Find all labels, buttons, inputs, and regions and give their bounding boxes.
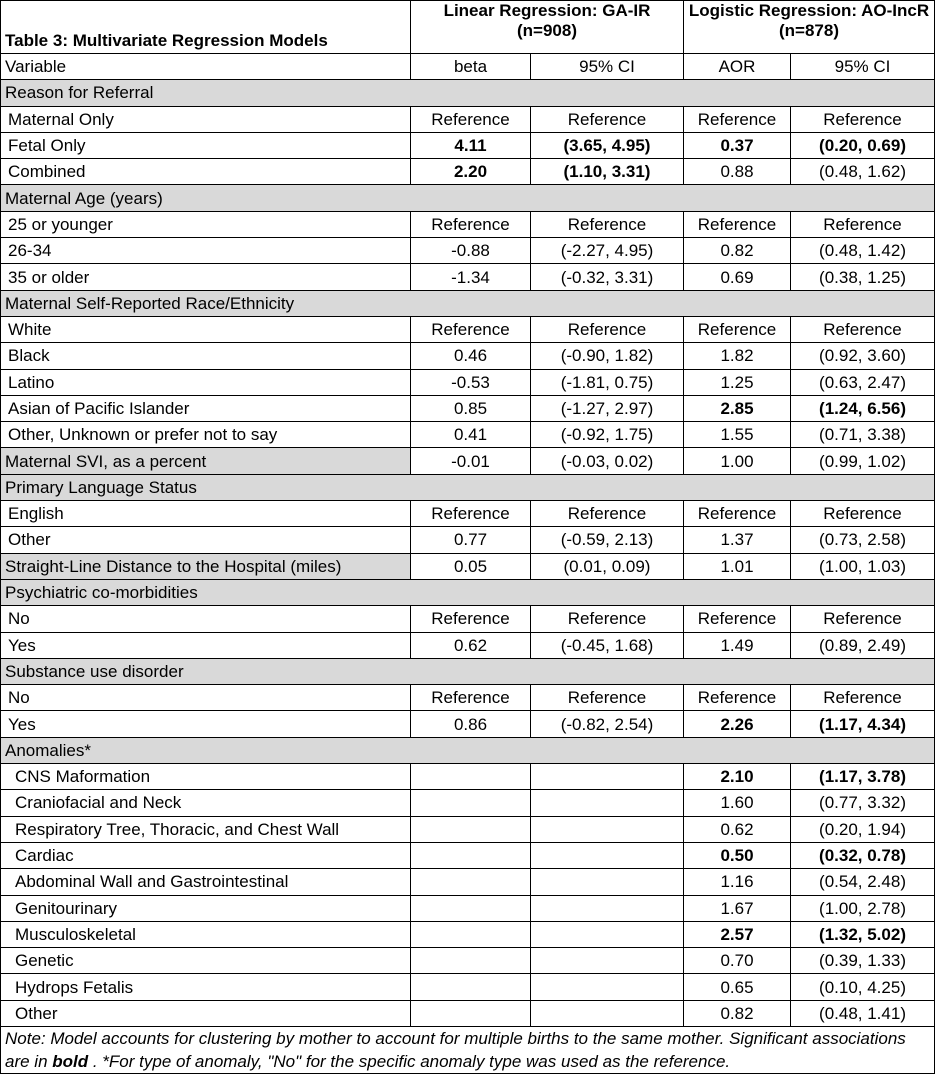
ci-logistic-cell: (0.54, 2.48) [791, 869, 935, 895]
ci-logistic-cell: (1.00, 2.78) [791, 895, 935, 921]
beta-cell: Reference [411, 606, 531, 632]
ci-linear-cell [531, 842, 684, 868]
ci-logistic-cell: (1.17, 3.78) [791, 764, 935, 790]
variable-cell: White [1, 316, 411, 342]
table-row [1, 553, 935, 579]
ci-logistic-cell: (0.73, 2.58) [791, 527, 935, 553]
ci-logistic-cell: (0.99, 1.02) [791, 448, 935, 474]
aor-cell: 0.82 [684, 238, 791, 264]
ci-logistic-cell: (0.20, 1.94) [791, 816, 935, 842]
ci-linear-cell: (-2.27, 4.95) [531, 238, 684, 264]
aor-cell: 0.37 [684, 132, 791, 158]
linear-regression-header [411, 1, 684, 54]
note-bold-word: bold [52, 1051, 89, 1071]
column-header-variable: Variable [1, 54, 411, 80]
section-label: Psychiatric co-morbidities [1, 579, 935, 605]
beta-cell: Reference [411, 685, 531, 711]
ci-logistic-cell: Reference [791, 685, 935, 711]
beta-cell [411, 816, 531, 842]
ci-linear-cell: (-0.90, 1.82) [531, 343, 684, 369]
aor-cell: 1.49 [684, 632, 791, 658]
aor-cell: 1.00 [684, 448, 791, 474]
aor-cell: 1.82 [684, 343, 791, 369]
ci-linear-cell: (-1.27, 2.97) [531, 395, 684, 421]
ci-linear-cell: (0.01, 0.09) [531, 553, 684, 579]
aor-cell: 0.65 [684, 974, 791, 1000]
note-text-end: . *For type of anomaly, "No" for the specific anomaly type was used as the reference. [88, 1051, 731, 1071]
section-label: Anomalies* [1, 737, 935, 763]
aor-cell: 0.70 [684, 948, 791, 974]
ci-logistic-cell: Reference [791, 501, 935, 527]
ci-linear-cell: Reference [531, 106, 684, 132]
ci-linear-cell: (-0.32, 3.31) [531, 264, 684, 290]
aor-cell: 2.57 [684, 921, 791, 947]
table-row [1, 316, 935, 342]
variable-cell: Maternal SVI, as a percent [1, 448, 411, 474]
table-row [1, 527, 935, 553]
variable-cell: Black [1, 343, 411, 369]
variable-cell: Straight-Line Distance to the Hospital (miles) [1, 553, 411, 579]
table-row [1, 264, 935, 290]
variable-cell: Yes [1, 711, 411, 737]
table-row [1, 606, 935, 632]
table-row [1, 895, 935, 921]
variable-cell: Combined [1, 159, 411, 185]
aor-cell: Reference [684, 606, 791, 632]
table-title: Table 3: Multivariate Regression Models [1, 1, 411, 54]
column-header-ci-linear: 95% CI [531, 54, 684, 80]
variable-cell: 25 or younger [1, 211, 411, 237]
variable-cell: Genetic [1, 948, 411, 974]
beta-cell: 0.85 [411, 395, 531, 421]
table-body [1, 80, 935, 1027]
aor-cell: 0.62 [684, 816, 791, 842]
beta-cell: 0.62 [411, 632, 531, 658]
beta-cell: 0.77 [411, 527, 531, 553]
section-label: Primary Language Status [1, 474, 935, 500]
ci-linear-cell: Reference [531, 685, 684, 711]
ci-linear-cell: (-0.03, 0.02) [531, 448, 684, 474]
beta-cell [411, 948, 531, 974]
ci-logistic-cell: (0.77, 3.32) [791, 790, 935, 816]
variable-cell: 35 or older [1, 264, 411, 290]
beta-cell [411, 869, 531, 895]
ci-logistic-cell: (0.20, 0.69) [791, 132, 935, 158]
table-row [1, 632, 935, 658]
beta-cell: Reference [411, 501, 531, 527]
section-row [1, 658, 935, 684]
ci-logistic-cell: Reference [791, 606, 935, 632]
table-row [1, 948, 935, 974]
ci-linear-cell: Reference [531, 316, 684, 342]
ci-linear-cell [531, 869, 684, 895]
aor-cell: 1.25 [684, 369, 791, 395]
ci-logistic-cell: (0.39, 1.33) [791, 948, 935, 974]
variable-cell: Other [1, 527, 411, 553]
variable-cell: 26-34 [1, 238, 411, 264]
variable-cell: CNS Maformation [1, 764, 411, 790]
variable-cell: Musculoskeletal [1, 921, 411, 947]
variable-cell: No [1, 685, 411, 711]
section-row [1, 579, 935, 605]
table-row [1, 764, 935, 790]
ci-logistic-cell: Reference [791, 211, 935, 237]
beta-cell [411, 764, 531, 790]
aor-cell: 1.16 [684, 869, 791, 895]
beta-cell [411, 974, 531, 1000]
ci-linear-cell: (-0.92, 1.75) [531, 422, 684, 448]
beta-cell [411, 790, 531, 816]
section-label: Reason for Referral [1, 80, 935, 106]
variable-cell: Other, Unknown or prefer not to say [1, 422, 411, 448]
ci-linear-cell [531, 895, 684, 921]
aor-cell: 0.88 [684, 159, 791, 185]
column-header-aor: AOR [684, 54, 791, 80]
table-row [1, 343, 935, 369]
beta-cell [411, 921, 531, 947]
ci-logistic-cell: (0.10, 4.25) [791, 974, 935, 1000]
ci-logistic-cell: (0.48, 1.62) [791, 159, 935, 185]
column-header-beta: beta [411, 54, 531, 80]
section-row [1, 290, 935, 316]
aor-cell: Reference [684, 211, 791, 237]
ci-linear-cell [531, 921, 684, 947]
beta-cell: Reference [411, 211, 531, 237]
logistic-n-label: (n=878) [779, 21, 839, 40]
ci-linear-cell: (-0.82, 2.54) [531, 711, 684, 737]
aor-cell: 1.37 [684, 527, 791, 553]
aor-cell: 0.82 [684, 1000, 791, 1026]
table-row [1, 369, 935, 395]
logistic-regression-header [684, 1, 935, 54]
ci-linear-cell: (1.10, 3.31) [531, 159, 684, 185]
variable-cell: Craniofacial and Neck [1, 790, 411, 816]
aor-cell: Reference [684, 106, 791, 132]
table-row [1, 106, 935, 132]
section-row [1, 185, 935, 211]
table-row [1, 448, 935, 474]
ci-logistic-cell: (0.63, 2.47) [791, 369, 935, 395]
beta-cell: 0.46 [411, 343, 531, 369]
table-row [1, 685, 935, 711]
beta-cell: -1.34 [411, 264, 531, 290]
note-text-start: Note: Model accounts for clustering by mother to account for multiple births to the same mother. Significant associations are in [5, 1028, 906, 1071]
beta-cell: 0.86 [411, 711, 531, 737]
variable-cell: No [1, 606, 411, 632]
ci-logistic-cell: (1.00, 1.03) [791, 553, 935, 579]
variable-cell: English [1, 501, 411, 527]
beta-cell: 0.41 [411, 422, 531, 448]
table-row [1, 1000, 935, 1026]
aor-cell: 2.10 [684, 764, 791, 790]
aor-cell: 1.01 [684, 553, 791, 579]
ci-linear-cell: (-0.45, 1.68) [531, 632, 684, 658]
ci-linear-cell [531, 1000, 684, 1026]
section-row [1, 80, 935, 106]
beta-cell [411, 895, 531, 921]
section-label: Maternal Age (years) [1, 185, 935, 211]
variable-cell: Maternal Only [1, 106, 411, 132]
beta-cell: -0.53 [411, 369, 531, 395]
aor-cell: Reference [684, 501, 791, 527]
ci-logistic-cell: (0.32, 0.78) [791, 842, 935, 868]
ci-logistic-cell: (0.48, 1.41) [791, 1000, 935, 1026]
ci-linear-cell [531, 948, 684, 974]
table-row [1, 501, 935, 527]
ci-linear-cell [531, 790, 684, 816]
ci-logistic-cell: (1.24, 6.56) [791, 395, 935, 421]
ci-logistic-cell: Reference [791, 106, 935, 132]
table-row [1, 159, 935, 185]
aor-cell: 1.67 [684, 895, 791, 921]
table-row [1, 238, 935, 264]
variable-cell: Respiratory Tree, Thoracic, and Chest Wall [1, 816, 411, 842]
ci-linear-cell [531, 974, 684, 1000]
aor-cell: 1.60 [684, 790, 791, 816]
beta-cell: Reference [411, 106, 531, 132]
ci-linear-cell: Reference [531, 211, 684, 237]
ci-logistic-cell: (0.38, 1.25) [791, 264, 935, 290]
table-row [1, 422, 935, 448]
table-row [1, 974, 935, 1000]
aor-cell: Reference [684, 316, 791, 342]
beta-cell: -0.88 [411, 238, 531, 264]
section-row [1, 737, 935, 763]
table-row [1, 395, 935, 421]
table-row [1, 869, 935, 895]
linear-header-label: Linear Regression: GA-IR [443, 1, 651, 20]
variable-cell: Other [1, 1000, 411, 1026]
linear-n-label: (n=908) [517, 21, 577, 40]
ci-linear-cell: Reference [531, 606, 684, 632]
ci-logistic-cell: (0.89, 2.49) [791, 632, 935, 658]
section-label: Maternal Self-Reported Race/Ethnicity [1, 290, 935, 316]
beta-cell: -0.01 [411, 448, 531, 474]
table-row [1, 842, 935, 868]
aor-cell: Reference [684, 685, 791, 711]
column-header-ci-logistic: 95% CI [791, 54, 935, 80]
ci-logistic-cell: (0.48, 1.42) [791, 238, 935, 264]
ci-linear-cell: (-1.81, 0.75) [531, 369, 684, 395]
beta-cell: 4.11 [411, 132, 531, 158]
logistic-header-label: Logistic Regression: AO-IncR [688, 1, 930, 20]
ci-linear-cell [531, 764, 684, 790]
beta-cell: 2.20 [411, 159, 531, 185]
aor-cell: 2.85 [684, 395, 791, 421]
ci-linear-cell [531, 816, 684, 842]
table-row [1, 211, 935, 237]
section-label: Substance use disorder [1, 658, 935, 684]
ci-linear-cell: (3.65, 4.95) [531, 132, 684, 158]
table-note [1, 1026, 935, 1073]
ci-logistic-cell: (1.32, 5.02) [791, 921, 935, 947]
variable-cell: Fetal Only [1, 132, 411, 158]
table-row [1, 921, 935, 947]
table-row [1, 790, 935, 816]
table-row [1, 132, 935, 158]
ci-linear-cell: (-0.59, 2.13) [531, 527, 684, 553]
ci-logistic-cell: (0.92, 3.60) [791, 343, 935, 369]
aor-cell: 2.26 [684, 711, 791, 737]
aor-cell: 1.55 [684, 422, 791, 448]
table-row [1, 711, 935, 737]
variable-cell: Hydrops Fetalis [1, 974, 411, 1000]
ci-logistic-cell: (0.71, 3.38) [791, 422, 935, 448]
variable-cell: Latino [1, 369, 411, 395]
aor-cell: 0.50 [684, 842, 791, 868]
beta-cell [411, 842, 531, 868]
beta-cell [411, 1000, 531, 1026]
variable-cell: Abdominal Wall and Gastrointestinal [1, 869, 411, 895]
variable-cell: Yes [1, 632, 411, 658]
section-row [1, 474, 935, 500]
table-row [1, 816, 935, 842]
ci-logistic-cell: (1.17, 4.34) [791, 711, 935, 737]
variable-cell: Asian of Pacific Islander [1, 395, 411, 421]
beta-cell: 0.05 [411, 553, 531, 579]
ci-logistic-cell: Reference [791, 316, 935, 342]
variable-cell: Cardiac [1, 842, 411, 868]
beta-cell: Reference [411, 316, 531, 342]
variable-cell: Genitourinary [1, 895, 411, 921]
aor-cell: 0.69 [684, 264, 791, 290]
ci-linear-cell: Reference [531, 501, 684, 527]
